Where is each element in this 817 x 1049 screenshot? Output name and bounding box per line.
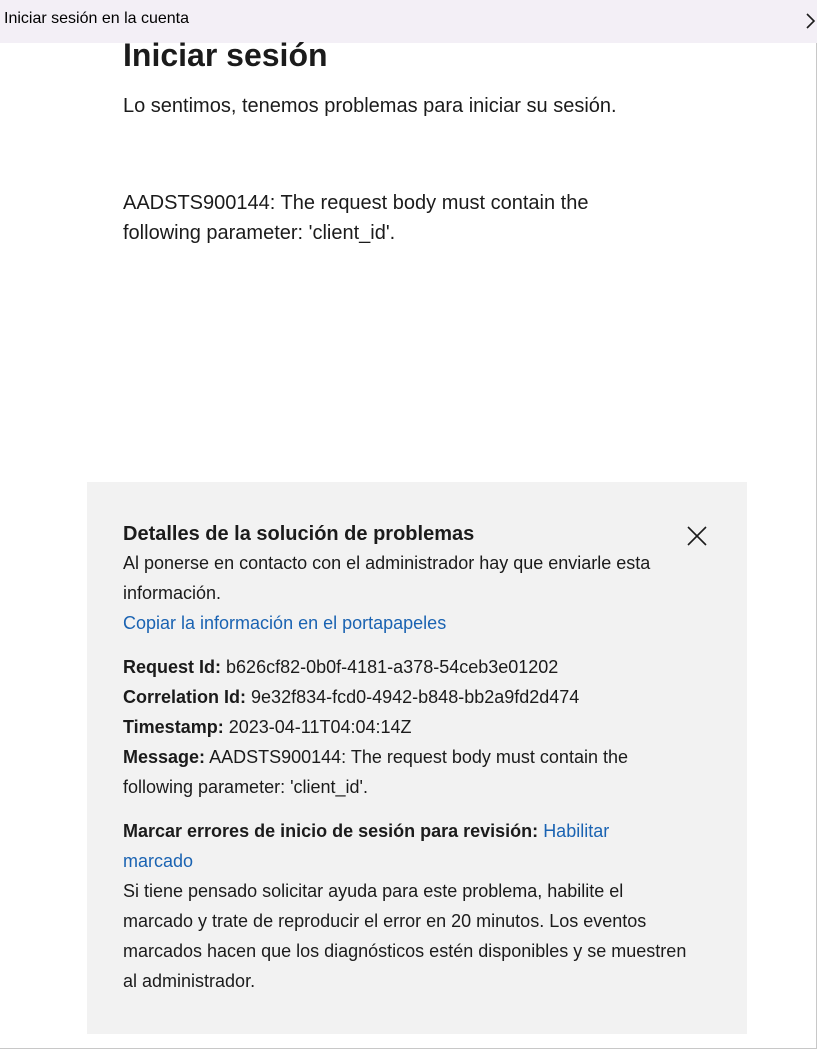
timestamp-row — [123, 712, 711, 742]
correlation-id-label: Correlation Id: — [123, 687, 247, 707]
chevron-right-icon[interactable] — [803, 11, 817, 31]
message-value: AADSTS900144: The request body must contain the following parameter: 'client_id'. — [123, 747, 628, 797]
contact-admin-text: Al ponerse en contacto con el administrador hay que enviarle esta información. — [123, 553, 651, 603]
page-title: Iniciar sesión — [123, 37, 328, 73]
error-message: AADSTS900144: The request body must contain the following parameter: 'client_id'. — [123, 192, 589, 244]
troubleshooting-panel — [87, 482, 747, 1034]
copy-to-clipboard-link[interactable]: Copiar la información en el portapapeles — [123, 613, 447, 633]
flag-errors-row — [123, 816, 683, 876]
request-id-row — [123, 652, 711, 682]
timestamp-value: 2023-04-11T04:04:14Z — [228, 717, 412, 737]
window-title: Iniciar sesión en la cuenta — [4, 10, 189, 27]
main-content — [123, 36, 723, 248]
request-id-value: b626cf82-0b0f-4181-a378-54ceb3e01202 — [226, 657, 559, 677]
request-id-label: Request Id: — [123, 657, 222, 677]
troubleshooting-title: Detalles de la solución de problemas — [123, 523, 475, 545]
correlation-id-value: 9e32f834-fcd0-4942-b848-bb2a9fd2d474 — [251, 687, 580, 707]
flag-help-text: Si tiene pensado solicitar ayuda para este problema, habilite el marcado y trate de reproducir el error en 20 minutos. Los eventos marcados hacen que los diagnósticos estén disponibles y se muestren al administrador. — [123, 881, 687, 991]
troubleshooting-header — [123, 520, 711, 548]
troubleshooting-details — [123, 652, 711, 802]
message-row — [123, 742, 683, 802]
timestamp-label: Timestamp: — [123, 717, 224, 737]
message-label: Message: — [123, 747, 206, 767]
correlation-id-row — [123, 682, 711, 712]
enable-flagging-link[interactable]: Habilitar marcado — [123, 821, 610, 871]
flag-errors-label: Marcar errores de inicio de sesión para revisión: — [123, 821, 539, 841]
sorry-message: Lo sentimos, tenemos problemas para iniciar su sesión. — [123, 95, 617, 117]
close-icon[interactable] — [683, 522, 711, 550]
